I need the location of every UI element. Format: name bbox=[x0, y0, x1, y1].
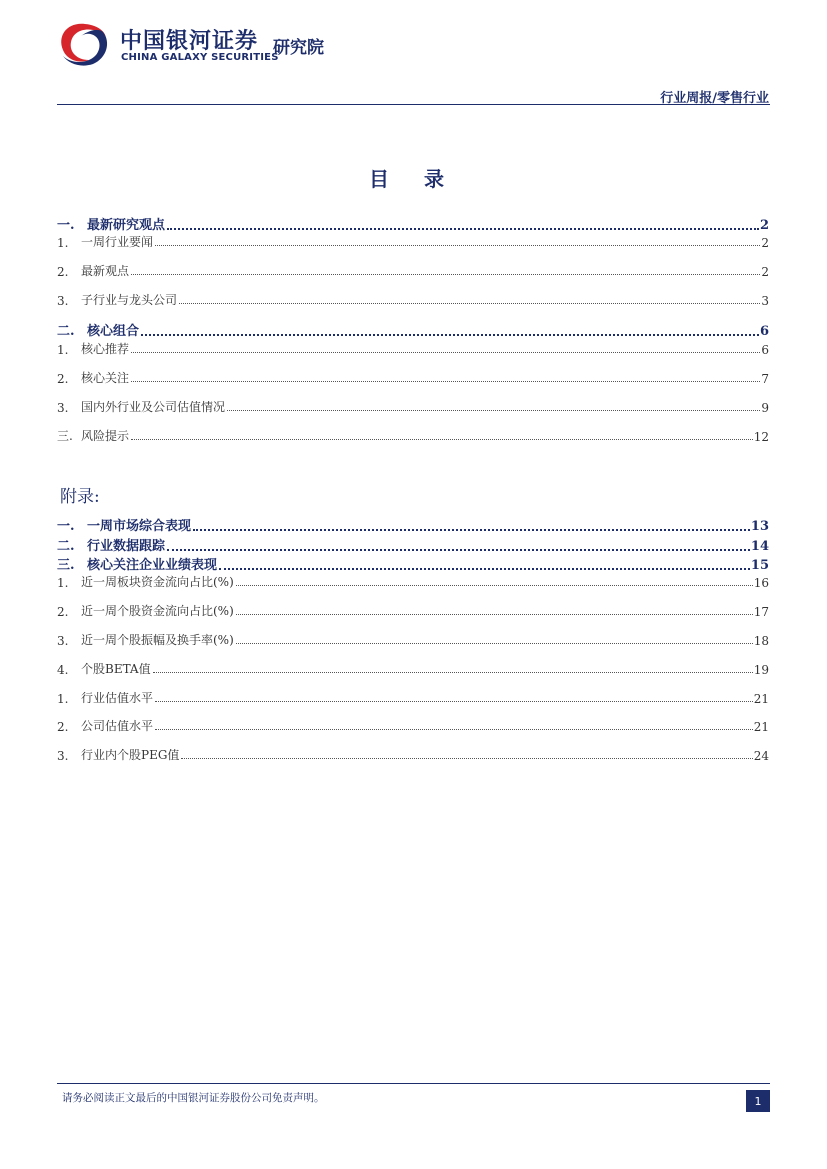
toc-entry-page: 17 bbox=[753, 605, 769, 619]
toc-leader-dots bbox=[155, 728, 753, 730]
company-logo bbox=[55, 20, 345, 70]
toc-leader-dots bbox=[131, 351, 760, 353]
toc-entry-number: 一. bbox=[57, 218, 75, 233]
toc-entry[interactable] bbox=[57, 398, 769, 415]
page-number: 1 bbox=[746, 1090, 770, 1112]
toc-entry[interactable] bbox=[57, 233, 769, 250]
toc-entry-number: 3. bbox=[57, 634, 69, 648]
toc-entry-label: 核心关注 bbox=[81, 371, 130, 385]
toc-entry[interactable] bbox=[57, 535, 769, 554]
toc-entry-number: 2. bbox=[57, 720, 69, 734]
toc-entry-number: 3. bbox=[57, 749, 69, 763]
toc-entry-page: 14 bbox=[750, 539, 769, 554]
toc-entry[interactable] bbox=[57, 369, 769, 386]
toc-entry-page: 2 bbox=[761, 265, 769, 279]
header-divider bbox=[57, 104, 770, 105]
toc-entry[interactable] bbox=[57, 320, 769, 339]
toc-entry-label: 行业内个股PEG值 bbox=[81, 748, 180, 762]
toc-leader-dots bbox=[181, 757, 752, 759]
toc-entry[interactable] bbox=[57, 746, 769, 763]
toc-entry-label: 核心推荐 bbox=[81, 342, 130, 356]
toc-entry-page: 13 bbox=[750, 519, 769, 534]
toc-entry-number: 三. bbox=[57, 429, 73, 443]
toc-entry-page: 16 bbox=[753, 576, 769, 590]
toc-entry[interactable] bbox=[57, 602, 769, 619]
toc-entry-page: 12 bbox=[753, 430, 769, 444]
toc-leader-dots bbox=[131, 438, 753, 440]
toc-leader-dots bbox=[193, 528, 750, 531]
toc-entry-label: 国内外行业及公司估值情况 bbox=[81, 400, 226, 414]
toc-entry-number: 三. bbox=[57, 558, 75, 573]
logo-english-name: CHINA GALAXY SECURITIES bbox=[121, 52, 279, 63]
toc-entry-label: 一周市场综合表现 bbox=[87, 519, 192, 534]
toc-leader-dots bbox=[219, 567, 750, 570]
logo-institute: 研究院 bbox=[273, 38, 324, 58]
toc-entry-number: 1. bbox=[57, 692, 69, 706]
toc-leader-dots bbox=[227, 409, 760, 411]
toc-entry[interactable] bbox=[57, 573, 769, 590]
toc-entry-number: 3. bbox=[57, 294, 69, 308]
toc-leader-dots bbox=[131, 273, 760, 275]
footer-disclaimer: 请务必阅读正文最后的中国银河证券股份公司免责声明。 bbox=[62, 1092, 325, 1104]
toc-entry-number: 二. bbox=[57, 324, 75, 339]
toc-entry-label: 近一周个股资金流向占比(%) bbox=[81, 604, 234, 618]
toc-leader-dots bbox=[155, 244, 760, 246]
toc-leader-dots bbox=[131, 380, 760, 382]
toc-entry-number: 1. bbox=[57, 576, 69, 590]
toc-entry-number: 二. bbox=[57, 539, 75, 554]
toc-leader-dots bbox=[167, 548, 750, 551]
toc-entry-label: 最新研究观点 bbox=[87, 218, 166, 233]
toc-entry-page: 21 bbox=[753, 720, 769, 734]
toc-entry[interactable] bbox=[57, 689, 769, 706]
toc-leader-dots bbox=[153, 671, 753, 673]
toc-entry-number: 2. bbox=[57, 372, 69, 386]
footer-divider bbox=[57, 1083, 770, 1084]
toc-entry-label: 行业估值水平 bbox=[81, 691, 154, 705]
toc-entry-number: 1. bbox=[57, 343, 69, 357]
toc-entry-number: 4. bbox=[57, 663, 69, 677]
report-type: 行业周报/零售行业 bbox=[660, 91, 769, 106]
toc-leader-dots bbox=[155, 700, 753, 702]
toc-entry-page: 6 bbox=[761, 343, 769, 357]
toc-entry-page: 7 bbox=[761, 372, 769, 386]
toc-entry-page: 2 bbox=[759, 218, 769, 233]
toc-entry[interactable] bbox=[57, 554, 769, 573]
toc-leader-dots bbox=[179, 302, 760, 304]
toc-entry-label: 近一周个股振幅及换手率(%) bbox=[81, 633, 234, 647]
toc-entry-page: 6 bbox=[759, 324, 769, 339]
toc-entry-number: 一. bbox=[57, 519, 75, 534]
toc-entry-label: 公司估值水平 bbox=[81, 719, 154, 733]
toc-entry-label: 子行业与龙头公司 bbox=[81, 293, 178, 307]
toc-entry-label: 风险提示 bbox=[81, 429, 130, 443]
toc-entry[interactable] bbox=[57, 515, 769, 534]
toc-entry-number: 1. bbox=[57, 236, 69, 250]
toc-title: 目 录 bbox=[369, 167, 458, 191]
toc-entry-label: 行业数据跟踪 bbox=[87, 539, 166, 554]
toc-entry-page: 2 bbox=[761, 236, 769, 250]
toc-entry-label: 近一周板块资金流向占比(%) bbox=[81, 575, 234, 589]
toc-entry[interactable] bbox=[57, 631, 769, 648]
toc-entry-number: 2. bbox=[57, 605, 69, 619]
toc-entry-page: 3 bbox=[761, 294, 769, 308]
galaxy-logo-icon bbox=[55, 20, 113, 68]
toc-entry[interactable] bbox=[57, 660, 769, 677]
toc-leader-dots bbox=[236, 613, 753, 615]
toc-entry-label: 核心组合 bbox=[87, 324, 140, 339]
toc-entry-number: 2. bbox=[57, 265, 69, 279]
toc-entry-label: 一周行业要闻 bbox=[81, 235, 154, 249]
logo-chinese-name: 中国银河证券 bbox=[120, 29, 259, 54]
toc-entry[interactable] bbox=[57, 340, 769, 357]
toc-entry[interactable] bbox=[57, 427, 769, 444]
toc-entry-page: 24 bbox=[753, 749, 769, 763]
toc-entry[interactable] bbox=[57, 291, 769, 308]
toc-leader-dots bbox=[141, 333, 759, 336]
toc-entry-page: 15 bbox=[750, 558, 769, 573]
toc-entry-page: 21 bbox=[753, 692, 769, 706]
toc-entry-label: 个股BETA值 bbox=[81, 662, 151, 676]
toc-entry[interactable] bbox=[57, 214, 769, 233]
toc-entry-number: 3. bbox=[57, 401, 69, 415]
toc-entry-label: 最新观点 bbox=[81, 264, 130, 278]
toc-entry-label: 核心关注企业业绩表现 bbox=[87, 558, 218, 573]
toc-leader-dots bbox=[167, 227, 759, 230]
toc-entry-page: 19 bbox=[753, 663, 769, 677]
toc-entry-page: 9 bbox=[761, 401, 769, 415]
toc-leader-dots bbox=[236, 584, 753, 586]
toc-entry[interactable] bbox=[57, 717, 769, 734]
toc-leader-dots bbox=[236, 642, 753, 644]
toc-entry[interactable] bbox=[57, 262, 769, 279]
appendix-title: 附录: bbox=[60, 487, 100, 507]
toc-entry-page: 18 bbox=[753, 634, 769, 648]
